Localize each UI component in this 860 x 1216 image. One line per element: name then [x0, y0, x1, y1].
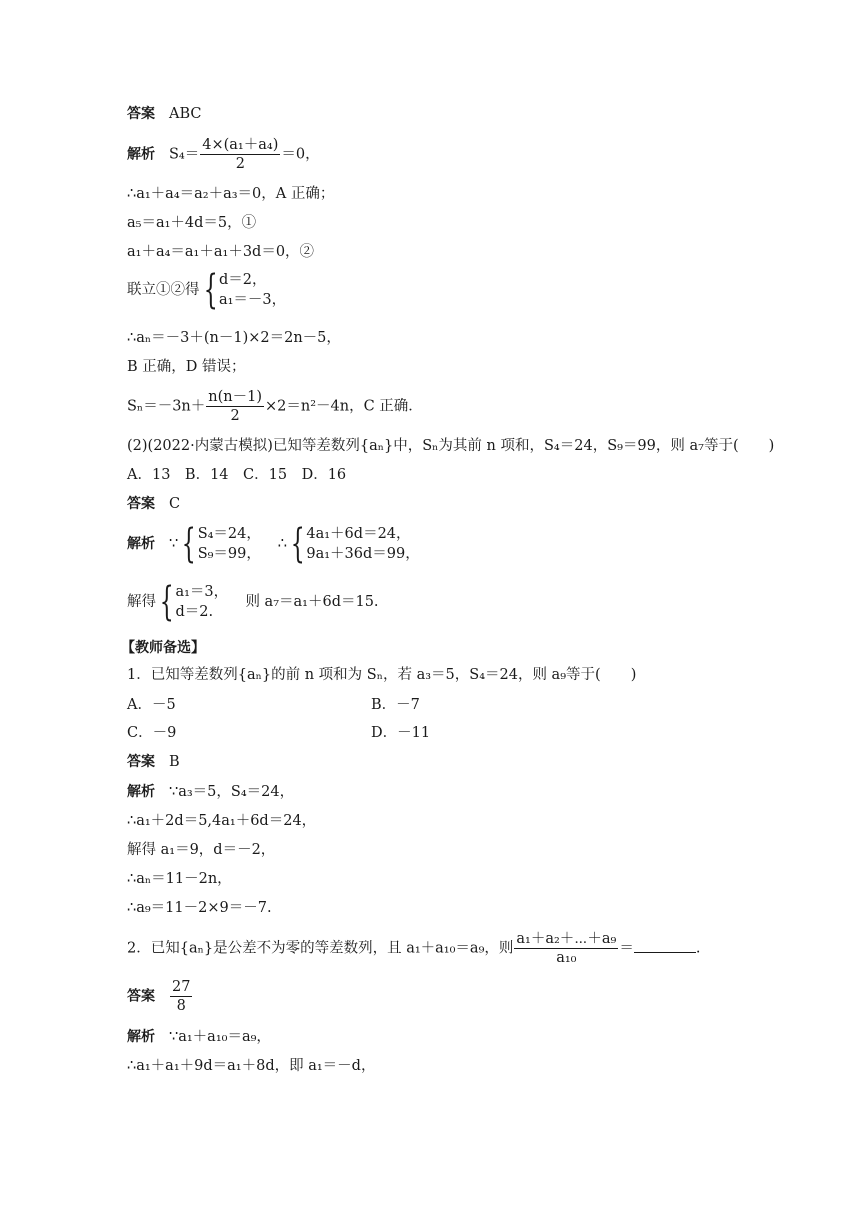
question-stem: [127, 930, 700, 967]
brace-icon: {: [203, 267, 218, 313]
analysis-label: 解析: [127, 784, 155, 800]
answer-line: [127, 104, 202, 124]
formula-text: S₄＝: [169, 146, 200, 163]
text-line: a₁＋a₄＝a₁＋a₁＋3d＝0，②: [127, 244, 315, 260]
text-line: ∴aₙ＝－3＋(n－1)×2＝2n－5，: [127, 330, 341, 346]
answer-line: [127, 752, 180, 772]
text-line: a₅＝a₁＋4d＝5，①: [127, 215, 257, 231]
system-row: S₄＝24，: [197, 526, 261, 542]
text-line: B 正确，D 错误；: [127, 359, 246, 375]
brace-icon: {: [290, 521, 305, 567]
option-d: D．－11: [371, 725, 431, 741]
system-row: d＝2，: [218, 272, 267, 288]
system-line: [127, 267, 287, 313]
answer-value: B: [169, 754, 180, 770]
text: 解得: [127, 594, 156, 610]
formula-text: ×2＝n²－4n，C 正确．: [265, 398, 423, 415]
formula-text: Sₙ＝－3n＋: [127, 398, 206, 415]
answer-label: 答案: [127, 988, 155, 1005]
brace-icon: {: [159, 579, 174, 625]
fraction-denominator: 8: [176, 998, 186, 1014]
answer-label: 答案: [127, 106, 155, 122]
fraction-denominator: 2: [235, 156, 245, 172]
fraction-numerator: 4×(a₁＋a₄): [202, 137, 279, 153]
analysis-line: [127, 136, 320, 173]
paren-close: ): [768, 438, 775, 454]
system-row: 9a₁＋36d＝99，: [306, 546, 420, 562]
analysis-label: 解析: [127, 1029, 155, 1045]
solution-line: [127, 579, 379, 625]
equals-sign: ＝: [619, 940, 634, 957]
fraction-denominator: 2: [230, 408, 240, 424]
formula-line: [127, 388, 423, 425]
section-heading: 【教师备选】: [121, 640, 205, 656]
text: 联立①②得: [127, 282, 200, 298]
system-row: 4a₁＋6d＝24，: [306, 526, 411, 542]
formula-text: ＝0，: [281, 146, 320, 163]
question-text: (2)(2022·内蒙古模拟)已知等差数列{aₙ}中，Sₙ为其前 n 项和，S₄＝24，S₉＝99，则 a₇等于(: [127, 438, 739, 454]
question-stem: [127, 436, 774, 456]
text: 则 a₇＝a₁＋6d＝15.: [245, 594, 379, 610]
paren-close: ): [630, 667, 637, 683]
because-symbol: ∵: [169, 536, 179, 552]
fraction: [206, 388, 264, 425]
fraction-numerator: a₁＋a₂＋⋯＋a₉: [516, 931, 617, 947]
answer-label: 答案: [127, 754, 155, 770]
text: ∵a₃＝5，S₄＝24，: [169, 784, 295, 800]
system-row: d＝2.: [175, 604, 214, 620]
fraction: [200, 136, 280, 173]
fraction-denominator: a₁₀: [556, 950, 577, 966]
answer-line: [127, 978, 193, 1015]
fraction: [514, 930, 618, 967]
text-line: ∴a₁＋2d＝5,4a₁＋6d＝24，: [127, 813, 317, 829]
question-text: 1．已知等差数列{aₙ}的前 n 项和为 Sₙ，若 a₃＝5，S₄＝24，则 a₉等于(: [127, 667, 601, 683]
text: ∵a₁＋a₁₀＝a₉，: [169, 1029, 271, 1045]
option-c: C．－9: [127, 725, 177, 741]
system-row: S₉＝99，: [197, 546, 261, 562]
system-row: a₁＝－3，: [218, 292, 287, 308]
option-b: B．－7: [371, 697, 420, 713]
text-line: ∴a₁＋a₄＝a₂＋a₃＝0，A 正确；: [127, 186, 335, 202]
analysis-label: 解析: [127, 146, 155, 163]
option-a: A．－5: [127, 697, 176, 713]
options-line: A．13 B．14 C．15 D．16: [127, 467, 347, 483]
answer-value: C: [169, 496, 181, 512]
system-row: a₁＝3，: [175, 584, 229, 600]
text-line: ∴a₁＋a₁＋9d＝a₁＋8d，即 a₁＝－d，: [127, 1058, 376, 1074]
question-text: 2．已知{aₙ}是公差不为零的等差数列，且 a₁＋a₁₀＝a₉，则: [127, 940, 514, 957]
answer-line: [127, 494, 180, 514]
text-line: ∴a₉＝11－2×9＝－7.: [127, 900, 272, 916]
question-stem: [127, 665, 636, 685]
therefore-symbol: ∴: [277, 536, 287, 552]
analysis-label: 解析: [127, 536, 155, 552]
text-line: ∴aₙ＝11－2n，: [127, 871, 232, 887]
answer-blank: [634, 938, 696, 953]
answer-fraction: [170, 978, 192, 1015]
analysis-line: [127, 1027, 271, 1047]
answer-label: 答案: [127, 496, 155, 512]
analysis-line: [127, 521, 420, 567]
analysis-line: [127, 782, 294, 802]
brace-icon: {: [181, 521, 196, 567]
answer-value: ABC: [169, 106, 202, 122]
fraction-numerator: 27: [172, 979, 191, 995]
period: .: [695, 940, 701, 957]
text-line: 解得 a₁＝9，d＝－2，: [127, 842, 276, 858]
fraction-numerator: n(n－1): [208, 389, 262, 405]
